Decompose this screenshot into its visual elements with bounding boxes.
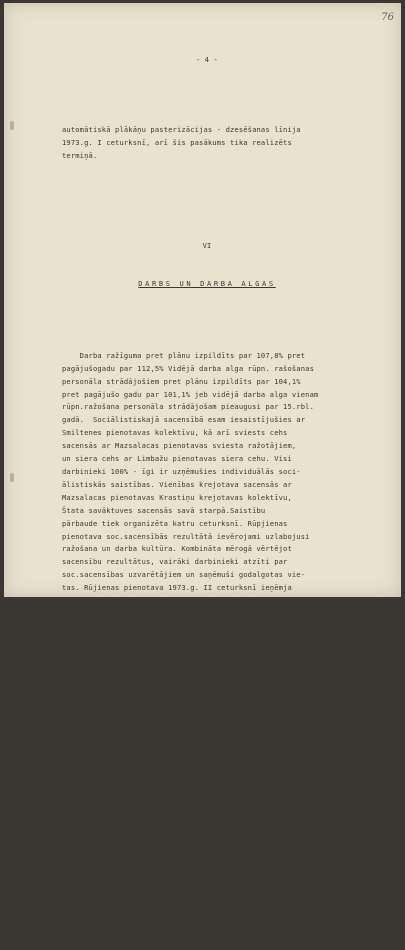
- text-line: individuāli 1 , brigādē 2 un kursos(kompresoristi) - 2: [62, 924, 301, 934]
- text-line: Štata savāktuves sacensās savā starpā.Saistību: [62, 505, 266, 515]
- section-text: [62, 821, 392, 937]
- text-line: Smiltenes pienotavas kolektīvu, kā arī sviests cehs: [62, 428, 288, 438]
- text-line: soc.sacensības uzvarētājiem un saņēmuši godalgotas vie-: [62, 570, 306, 580]
- text-line: I.vietu starp Valmieras piena kombinātam paklautiem: [62, 596, 292, 606]
- punch-hole: [10, 473, 14, 482]
- text-line: Mazsalacas pienotavas Krastiņu krejotavas kolektīvu,: [62, 492, 292, 502]
- punch-hole: [10, 121, 14, 130]
- text-line: mācās ekonomisko zināšanu apgūšanas nodarbībās pienotavā,: [62, 886, 314, 896]
- section-title: DARBS UN DARBA ALGAS: [138, 279, 276, 289]
- text-line: termiņā.: [62, 151, 98, 161]
- archive-page-number: 76: [381, 12, 394, 23]
- text-line: laboranta vienība, jo laborante Berga Zelma par trūkumiem: [62, 834, 314, 844]
- text-line: uzņēmumiem, bet III ceturksnī 3.vietu.: [62, 608, 230, 618]
- text-line: sacensību rezultātus, vairāki darbinieki atzīti par: [62, 557, 288, 567]
- text-line: pārbaude tiek organizēta katru ceturksnī. Rūpjienas: [62, 518, 288, 528]
- section-text: [62, 350, 392, 621]
- text-line: personāla strādājošiem pret plānu izpildīts par 104,1%: [62, 376, 301, 386]
- text-line: Darba ražīguma pret plānu izpildīts par 107,8% pret: [62, 350, 306, 360]
- text-line: pagājušogadu par 112,5% Vidējā darba alga rūpn. rašošanas: [62, 363, 314, 373]
- intro-text: [62, 124, 392, 163]
- text-line: pienotava soc.sacensībās rezultātā ievērojami uzlabojusi: [62, 531, 310, 541]
- text-line: bet 3 darbinieki apgūst ekonomiskās zināšanas Valmieras: [62, 899, 306, 909]
- text-line: ālistiskās saistības. Vienības krejotava sacensās ar: [62, 479, 292, 489]
- text-line: darbinieki 100% - īgi ir uzņēmušies individuālās soci-: [62, 466, 301, 476]
- section-title: KADRI: [189, 750, 225, 760]
- text-line: darbinieku atestācija iesvesta. Kvalifikācijas celšanas: [62, 860, 306, 870]
- text-line: ražošana un darba kultūra. Kombināta mērogā vērtējot: [62, 544, 292, 554]
- text-line: gadā. Sociālistiskajā sacensībā esam iesaistījušies ar: [62, 415, 306, 425]
- text-line: rūpn.ražošana personāla strādājošam pieaugusi par 15.rbl.: [62, 402, 314, 412]
- text-line: darbā tika pārvesta par analizstori. Visu materiālo: [62, 847, 288, 857]
- text-line: kursos mācījušies 6 pienotavas darbinieki. 22 darbinieki: [62, 873, 310, 883]
- text-line: 1973.g. I ceturksnī, arī šis pasākums tika realizēts: [62, 138, 292, 148]
- section-number: VI: [202, 240, 212, 250]
- text-line: sacensās ar Mazsalacas pienotavas sviesta ražotājiem,: [62, 441, 297, 451]
- text-line: automātiskā plākāņu pasterizācijas - dzesēšanas līnija: [62, 125, 301, 135]
- document-body: [62, 28, 392, 950]
- page-number: - 4 -: [195, 54, 219, 64]
- text-line: piena kombinātā. Apmācīti 5 jauni strādnieki, tai skaitā: [62, 911, 310, 921]
- text-line: un siera cehs ar Limbažu pienotavas siera cehu. Visi: [62, 454, 292, 464]
- text-line: pret pagājušo gadu par 101,1% jeb vidējā darba alga vienam: [62, 389, 319, 399]
- text-line: Rūjienas pienotavā nav pagaidām izmantota - vakante: [62, 821, 306, 831]
- section-number: VII: [200, 711, 214, 721]
- text-line: tas. Rūjienas pienotava 1973.g. II ceturksnī ieņēmja: [62, 583, 292, 593]
